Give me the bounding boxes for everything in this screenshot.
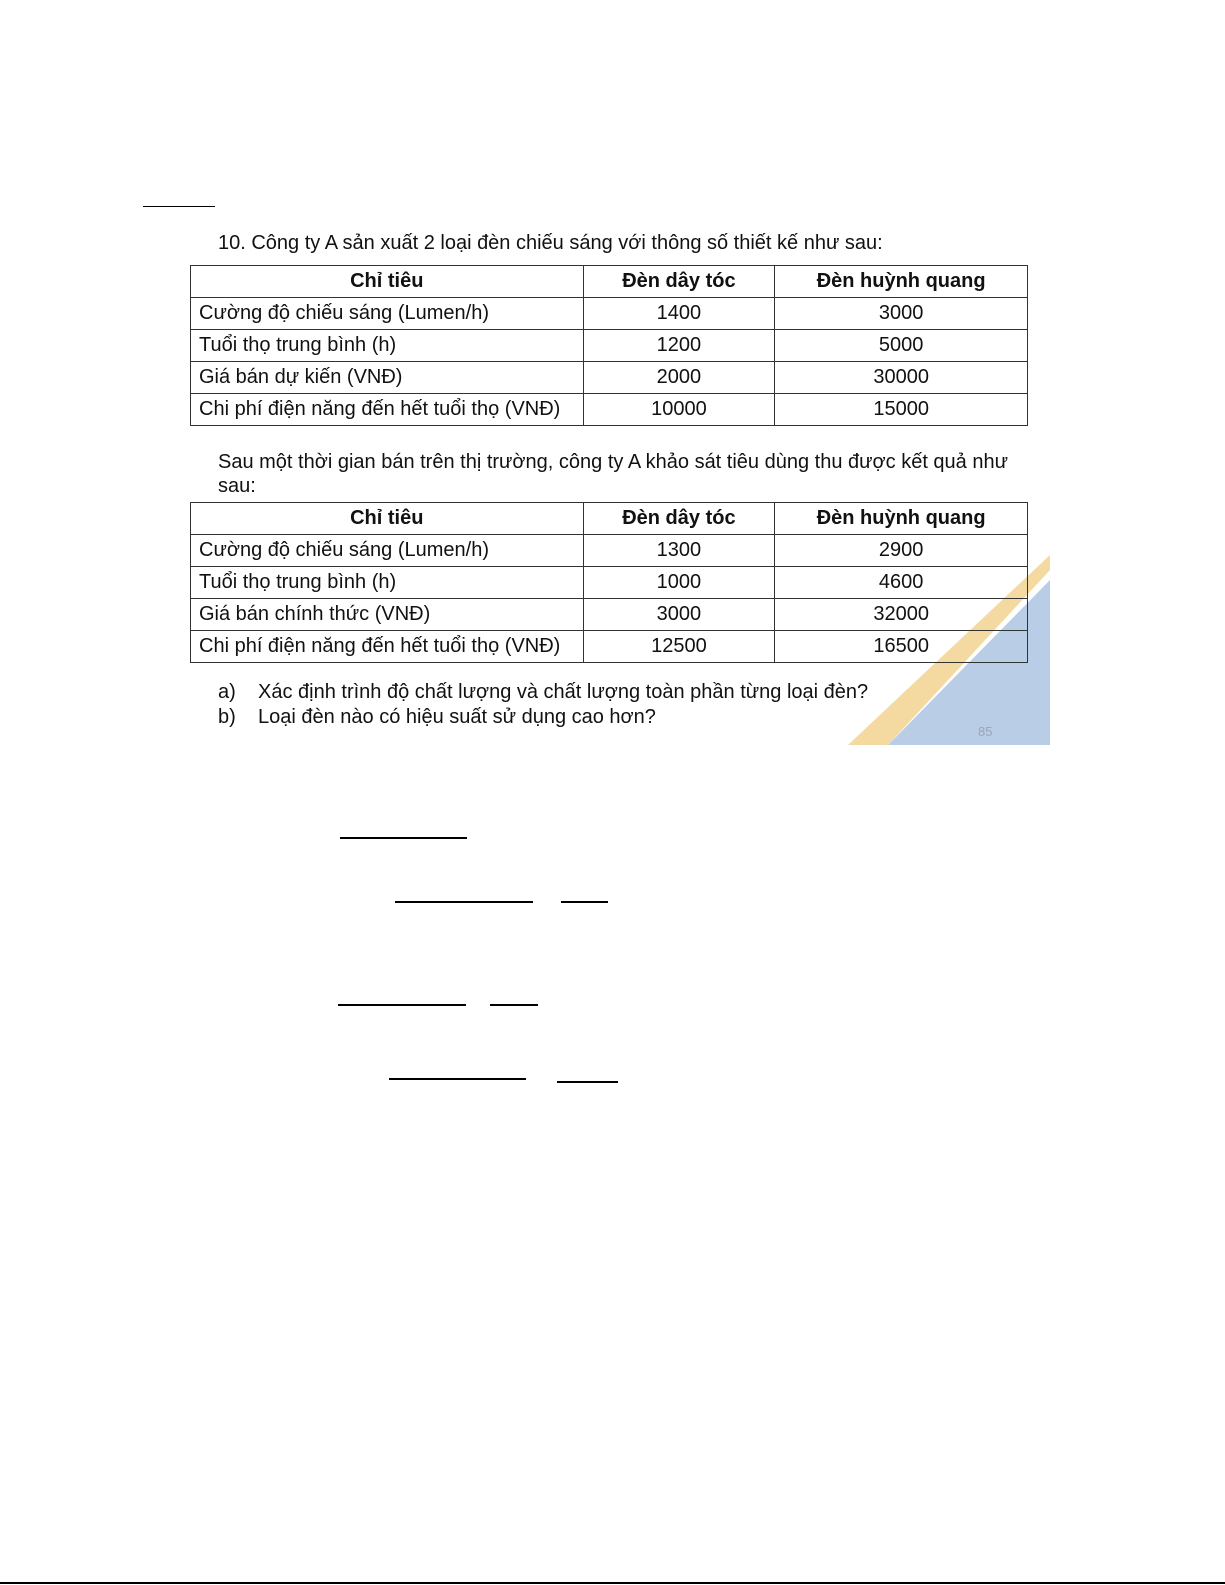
fraction-line <box>490 1004 538 1006</box>
header-fluorescent: Đèn huỳnh quang <box>775 266 1028 298</box>
table-header-row <box>191 503 1028 535</box>
question-marker: b) <box>218 706 236 728</box>
incandescent-value: 1400 <box>583 298 775 330</box>
question-title: 10. Công ty A sản xuất 2 loại đèn chiếu sáng với thông số thiết kế như sau: <box>218 232 883 254</box>
incandescent-value: 10000 <box>583 394 775 426</box>
row-label: Chi phí điện năng đến hết tuổi thọ (VNĐ) <box>191 394 584 426</box>
fluorescent-value: 16500 <box>775 631 1028 663</box>
fraction-line <box>561 901 608 903</box>
header-criteria: Chỉ tiêu <box>191 266 584 298</box>
header-incandescent: Đèn dây tóc <box>583 266 775 298</box>
header-criteria: Chỉ tiêu <box>191 503 584 535</box>
question-text: Xác định trình độ chất lượng và chất lượng toàn phần từng loại đèn? <box>258 681 869 703</box>
fraction-line <box>340 837 467 839</box>
fraction-line <box>389 1078 526 1080</box>
fluorescent-value: 32000 <box>775 599 1028 631</box>
question-a <box>218 680 868 704</box>
fraction-line <box>395 901 533 903</box>
table-row <box>191 362 1028 394</box>
fluorescent-value: 15000 <box>775 394 1028 426</box>
row-label: Giá bán dự kiến (VNĐ) <box>191 362 584 394</box>
survey-result-table <box>190 502 1028 663</box>
table-row <box>191 535 1028 567</box>
survey-intro: Sau một thời gian bán trên thị trường, công ty A khảo sát tiêu dùng thu được kết quả như sau: <box>218 451 1008 497</box>
bottom-rule <box>0 1582 1225 1584</box>
row-label: Tuổi thọ trung bình (h) <box>191 330 584 362</box>
incandescent-value: 1300 <box>583 535 775 567</box>
row-label: Cường độ chiếu sáng (Lumen/h) <box>191 298 584 330</box>
incandescent-value: 1000 <box>583 567 775 599</box>
page-number: 85 <box>978 724 993 739</box>
table-row <box>191 631 1028 663</box>
question-text: Loại đèn nào có hiệu suất sử dụng cao hơn? <box>258 706 656 728</box>
table-row <box>191 394 1028 426</box>
row-label: Giá bán chính thức (VNĐ) <box>191 599 584 631</box>
table-header-row <box>191 266 1028 298</box>
incandescent-value: 12500 <box>583 631 775 663</box>
table-row <box>191 599 1028 631</box>
incandescent-value: 2000 <box>583 362 775 394</box>
fluorescent-value: 30000 <box>775 362 1028 394</box>
fluorescent-value: 3000 <box>775 298 1028 330</box>
table-row <box>191 330 1028 362</box>
row-label: Cường độ chiếu sáng (Lumen/h) <box>191 535 584 567</box>
top-rule <box>143 206 215 207</box>
header-fluorescent: Đèn huỳnh quang <box>775 503 1028 535</box>
scanned-excerpt <box>188 225 1050 745</box>
row-label: Chi phí điện năng đến hết tuổi thọ (VNĐ) <box>191 631 584 663</box>
fraction-line <box>557 1081 618 1083</box>
fluorescent-value: 2900 <box>775 535 1028 567</box>
incandescent-value: 3000 <box>583 599 775 631</box>
incandescent-value: 1200 <box>583 330 775 362</box>
row-label: Tuổi thọ trung bình (h) <box>191 567 584 599</box>
fluorescent-value: 5000 <box>775 330 1028 362</box>
question-b <box>218 705 656 729</box>
fluorescent-value: 4600 <box>775 567 1028 599</box>
table-row <box>191 567 1028 599</box>
question-marker: a) <box>218 681 236 703</box>
design-spec-table <box>190 265 1028 426</box>
table-row <box>191 298 1028 330</box>
header-incandescent: Đèn dây tóc <box>583 503 775 535</box>
fraction-line <box>338 1004 466 1006</box>
